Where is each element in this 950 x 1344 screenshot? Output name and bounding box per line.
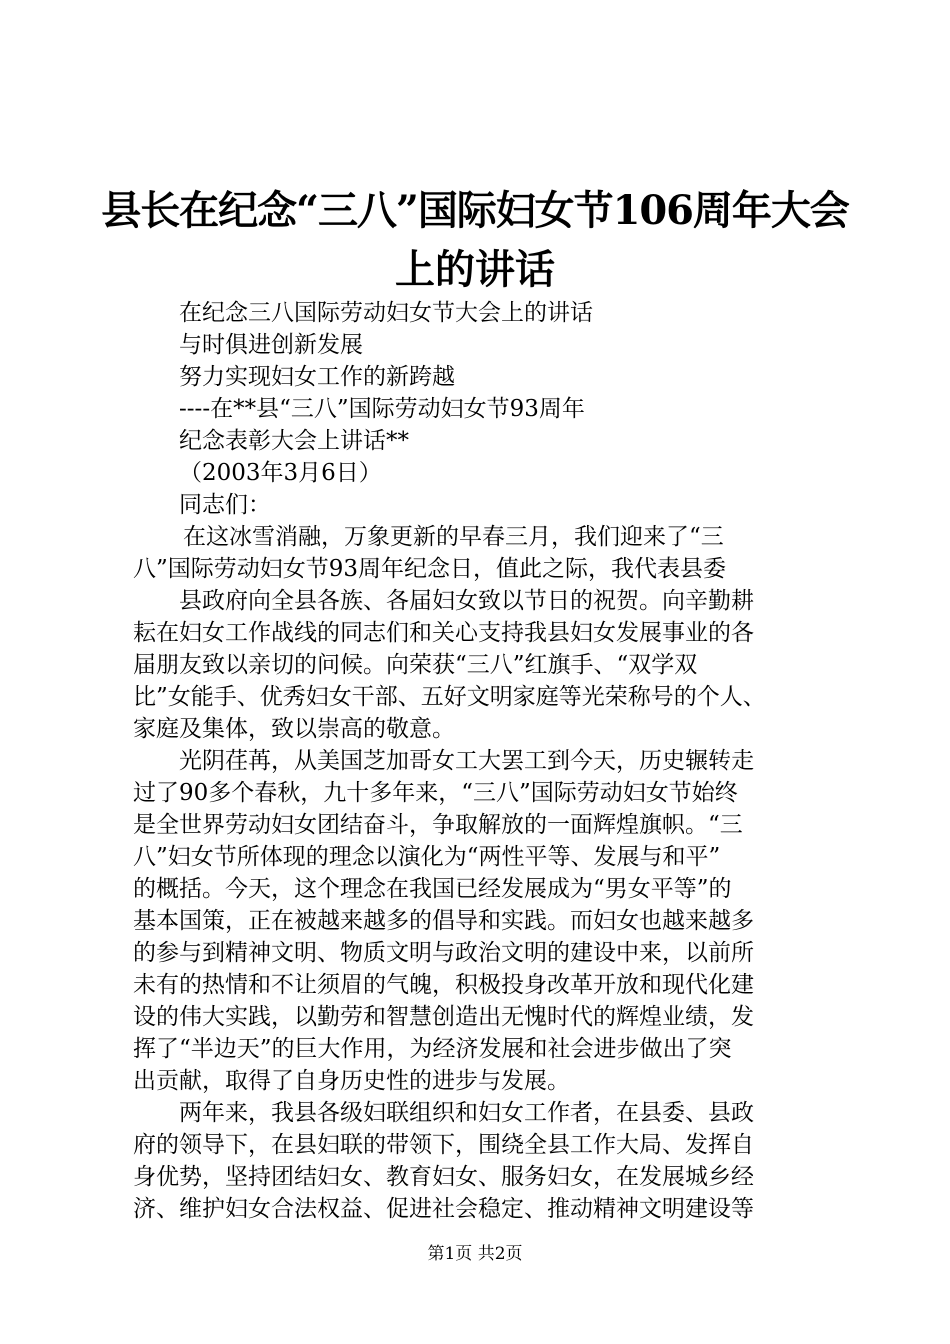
body-line: 在这冰雪消融，万象更新的早春三月，我们迎来了“三 bbox=[183, 524, 724, 550]
body-line: 八”妇女节所体现的理念以演化为“两性平等、发展与和平” bbox=[133, 844, 721, 870]
body-line: 基本国策，正在被越来越多的倡导和实践。而妇女也越来越多 bbox=[133, 908, 754, 934]
subtitle-line: 努力实现妇女工作的新跨越 bbox=[179, 364, 455, 390]
body-line: 是全世界劳动妇女团结奋斗，争取解放的一面辉煌旗帜。“三 bbox=[133, 812, 743, 838]
document-body bbox=[133, 297, 833, 1225]
subtitle-line: 与时俱进创新发展 bbox=[179, 332, 363, 358]
body-line: 比”女能手、优秀妇女干部、五好文明家庭等光荣称号的个人、 bbox=[133, 684, 766, 710]
body-line: 耘在妇女工作战线的同志们和关心支持我县妇女发展事业的各 bbox=[133, 620, 754, 646]
document-title-line-2: 上的讲话 bbox=[395, 246, 555, 293]
subtitle-line: 纪念表彰大会上讲话** bbox=[179, 428, 409, 454]
body-line: 八”国际劳动妇女节93周年纪念日，值此之际，我代表县委 bbox=[133, 556, 727, 582]
body-line: 济、维护妇女合法权益、促进社会稳定、推动精神文明建设等 bbox=[133, 1196, 754, 1222]
body-line: 身优势，坚持团结妇女、教育妇女、服务妇女，在发展城乡经 bbox=[133, 1164, 754, 1190]
page-number-footer: 第1页 共2页 bbox=[427, 1244, 523, 1264]
date-line: （2003年3月6日） bbox=[179, 460, 382, 486]
body-line: 设的伟大实践，以勤劳和智慧创造出无愧时代的辉煌业绩，发 bbox=[133, 1004, 754, 1030]
body-line: 两年来，我县各级妇联组织和妇女工作者，在县委、县政 bbox=[179, 1100, 754, 1126]
body-line: 过了90多个春秋，九十多年来，“三八”国际劳动妇女节始终 bbox=[133, 780, 738, 806]
subtitle-line: ----在**县“三八”国际劳动妇女节93周年 bbox=[179, 396, 585, 422]
body-line: 的概括。今天，这个理念在我国已经发展成为“男女平等”的 bbox=[133, 876, 732, 902]
body-line: 未有的热情和不让须眉的气魄，积极投身改革开放和现代化建 bbox=[133, 972, 754, 998]
subtitle-line: 在纪念三八国际劳动妇女节大会上的讲话 bbox=[179, 300, 593, 326]
salutation: 同志们： bbox=[179, 492, 271, 518]
body-line: 光阴荏苒，从美国芝加哥女工大罢工到今天，历史辗转走 bbox=[179, 748, 754, 774]
document-title-line-1: 县长在纪念“三八”国际妇女节106周年大会 bbox=[101, 187, 849, 234]
body-line: 家庭及集体，致以崇高的敬意。 bbox=[133, 716, 455, 742]
body-line: 届朋友致以亲切的问候。向荣获“三八”红旗手、“双学双 bbox=[133, 652, 698, 678]
body-line: 府的领导下，在县妇联的带领下，围绕全县工作大局、发挥自 bbox=[133, 1132, 754, 1158]
body-line: 挥了“半边天”的巨大作用，为经济发展和社会进步做出了突 bbox=[133, 1036, 732, 1062]
body-line: 的参与到精神文明、物质文明与政治文明的建设中来，以前所 bbox=[133, 940, 754, 966]
body-line: 出贡献，取得了自身历史性的进步与发展。 bbox=[133, 1068, 570, 1094]
body-line: 县政府向全县各族、各届妇女致以节日的祝贺。向辛勤耕 bbox=[179, 588, 754, 614]
